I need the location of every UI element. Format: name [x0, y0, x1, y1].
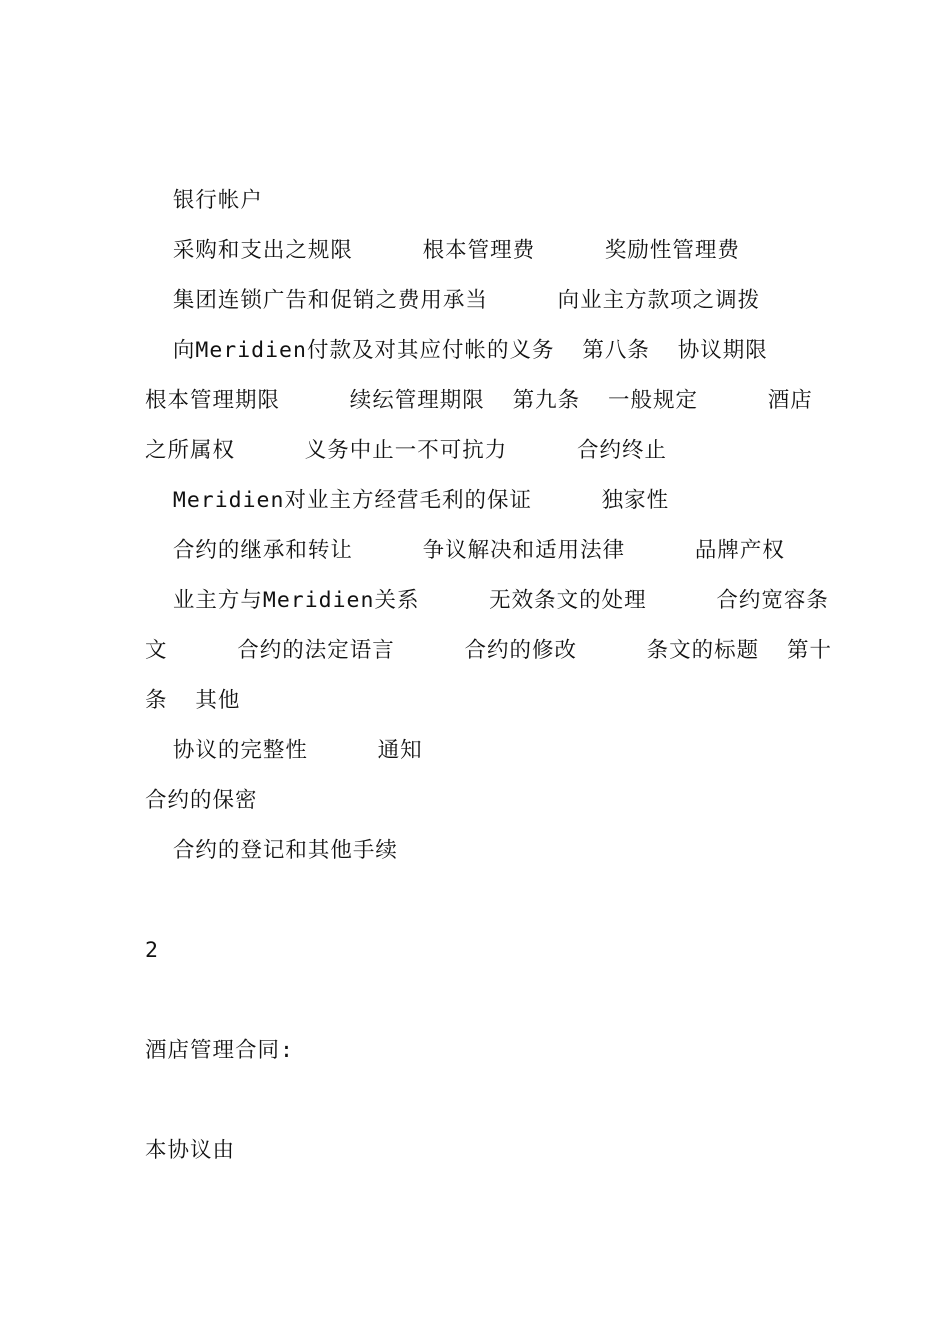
page-number: 2 — [145, 938, 159, 963]
text-line-other: 条 其他 — [145, 688, 241, 713]
text-line-agreement-intro: 本协议由 — [145, 1138, 236, 1163]
text-line-bank-account: 银行帐户 — [145, 188, 263, 213]
text-line-confidentiality: 合约的保密 — [145, 788, 258, 813]
text-line-assignment-disputes: 合约的继承和转让 争议解决和适用法律 品牌产权 — [145, 538, 785, 563]
text-line-procurement-fees: 采购和支出之规限 根本管理费 奖励性管理费 — [145, 238, 740, 263]
section-title: 酒店管理合同: — [145, 1038, 294, 1063]
text-line-ownership-termination: 之所属权 义务中止一不可抗力 合约终止 — [145, 438, 667, 463]
text-line-language-article-ten: 文 合约的法定语言 合约的修改 条文的标题 第十 — [145, 638, 833, 663]
text-line-term-article-nine: 根本管理期限 续纭管理期限 第九条 一般规定 酒店 — [145, 388, 813, 413]
text-line-payment-article-eight: 向Meridien付款及对其应付帐的义务 第八条 协议期限 — [145, 338, 768, 363]
text-line-advertising-transfer: 集团连锁广告和促销之费用承当 向业主方款项之调拨 — [145, 288, 761, 313]
text-line-registration: 合约的登记和其他手续 — [145, 838, 398, 863]
text-line-relationship-invalid: 业主方与Meridien关系 无效条文的处理 合约宽容条 — [145, 588, 829, 613]
text-line-guarantee-exclusivity: Meridien对业主方经营毛利的保证 独家性 — [145, 488, 670, 513]
text-line-integrity-notice: 协议的完整性 通知 — [145, 738, 423, 763]
